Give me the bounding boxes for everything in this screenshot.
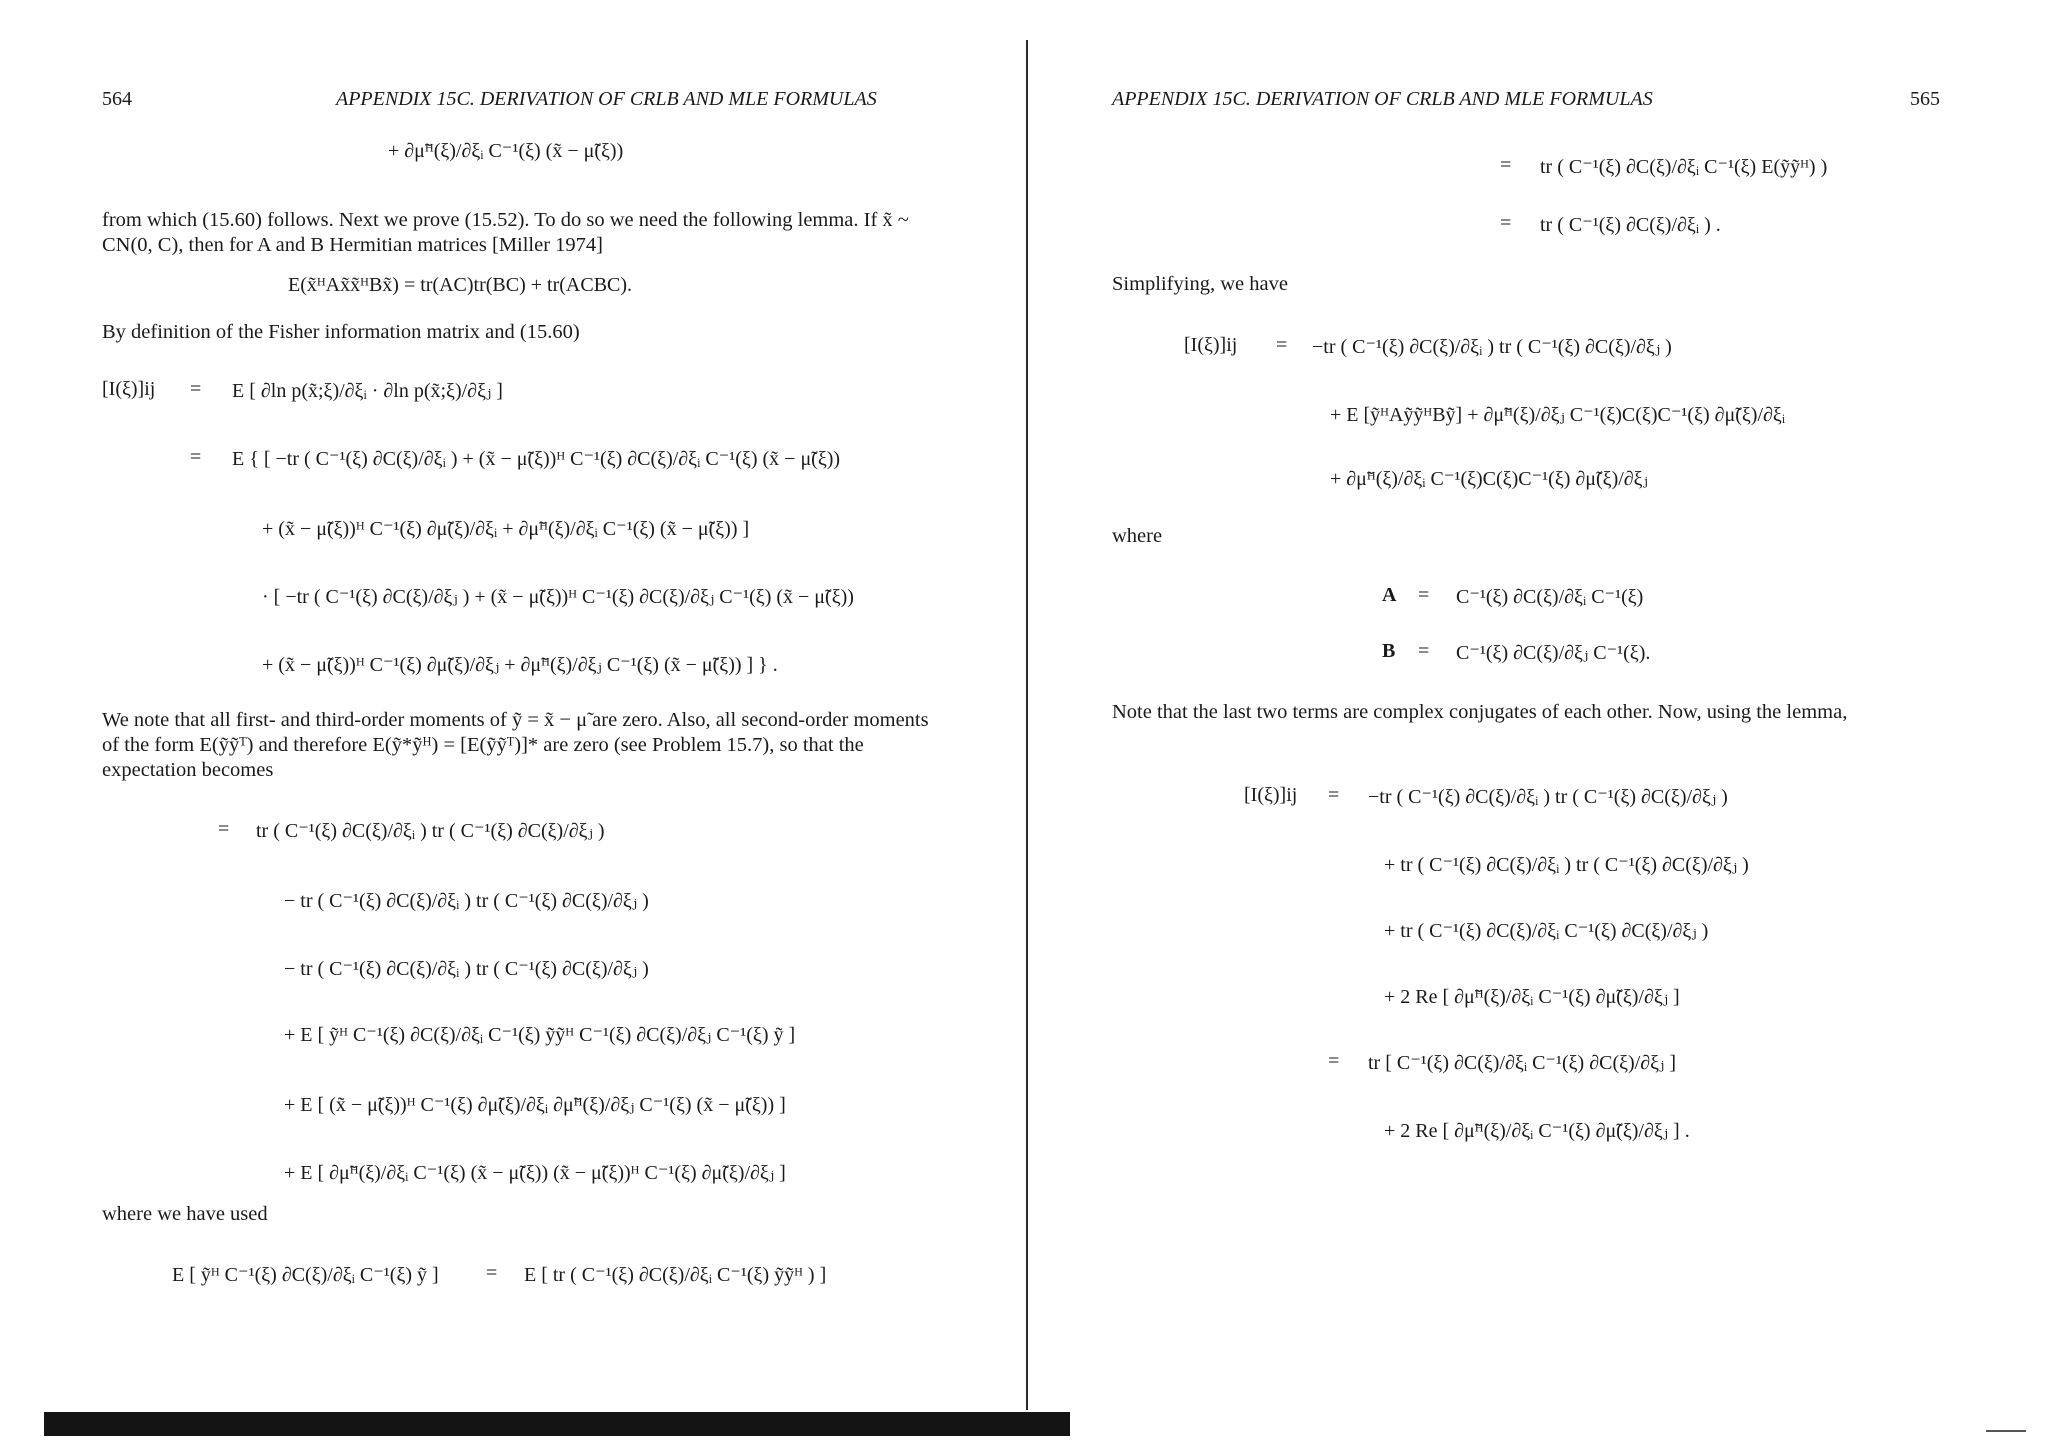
simplified-lhs: [I(ξ)]ij: [1184, 334, 1238, 356]
fisher-lhs: [I(ξ)]ij: [102, 378, 156, 400]
equals-sign: =: [1500, 212, 1512, 234]
equals-sign: =: [190, 446, 202, 468]
final-line-4: + 2 Re [ ∂μ̃ᴴ(ξ)/∂ξᵢ C⁻¹(ξ) ∂μ̃(ξ)/∂ξⱼ ]: [1384, 986, 1680, 1008]
expectation-line-6: + E [ ∂μ̃ᴴ(ξ)/∂ξᵢ C⁻¹(ξ) (x̃ − μ̃(ξ)) (x̃ − μ̃(ξ))ᴴ C⁻¹(ξ) ∂μ̃(ξ)/∂ξⱼ ]: [284, 1162, 786, 1184]
scan-shadow-bar: [44, 1412, 1070, 1436]
final-line-6: + 2 Re [ ∂μ̃ᴴ(ξ)/∂ξᵢ C⁻¹(ξ) ∂μ̃(ξ)/∂ξⱼ ] .: [1384, 1120, 1690, 1142]
equation-continuation: + ∂μ̃ᴴ(ξ)/∂ξᵢ C⁻¹(ξ) (x̃ − μ̃(ξ)): [388, 140, 624, 162]
paragraph-fisher-def: By definition of the Fisher information matrix and (15.60): [102, 321, 580, 343]
continuation-line-1: tr ( C⁻¹(ξ) ∂C(ξ)/∂ξᵢ C⁻¹(ξ) E(ỹỹᴴ) ): [1540, 156, 1828, 178]
fisher-line-1: E [ ∂ln p(x̃;ξ)/∂ξᵢ · ∂ln p(x̃;ξ)/∂ξⱼ ]: [232, 380, 503, 402]
equals-sign: =: [190, 378, 202, 400]
used-rhs: E [ tr ( C⁻¹(ξ) ∂C(ξ)/∂ξᵢ C⁻¹(ξ) ỹỹᴴ ) ]: [524, 1264, 827, 1286]
paragraph-moments: We note that all first- and third-order moments of ỹ = x̃ − μ̃ are zero. Also, all second-order moments of the form E(ỹỹᵀ) and therefore E(ỹ*ỹᴴ) = [E(ỹỹᵀ)]* are zero (see Problem 15.7), so that the expectation becomes: [102, 709, 929, 781]
final-line-3: + tr ( C⁻¹(ξ) ∂C(ξ)/∂ξᵢ C⁻¹(ξ) ∂C(ξ)/∂ξⱼ ): [1384, 920, 1709, 942]
final-lhs: [I(ξ)]ij: [1244, 784, 1298, 806]
label-A: A: [1382, 584, 1397, 606]
definition-A: C⁻¹(ξ) ∂C(ξ)/∂ξᵢ C⁻¹(ξ): [1456, 586, 1644, 608]
equals-sign: =: [1418, 584, 1430, 606]
expectation-line-3: − tr ( C⁻¹(ξ) ∂C(ξ)/∂ξᵢ ) tr ( C⁻¹(ξ) ∂C(ξ)/∂ξⱼ ): [284, 958, 649, 980]
equals-sign: =: [1328, 1050, 1340, 1072]
equals-sign: =: [486, 1262, 498, 1284]
paragraph-used: where we have used: [102, 1203, 268, 1225]
final-line-2: + tr ( C⁻¹(ξ) ∂C(ξ)/∂ξᵢ ) tr ( C⁻¹(ξ) ∂C(ξ)/∂ξⱼ ): [1384, 854, 1749, 876]
definition-B: C⁻¹(ξ) ∂C(ξ)/∂ξⱼ C⁻¹(ξ).: [1456, 642, 1651, 664]
paragraph-lemma-intro: from which (15.60) follows. Next we prove (15.52). To do so we need the following lemma. If x̃ ~ CN(0, C), then for A and B Hermitian matrices [Miller 1974]: [102, 209, 909, 256]
page-number: 564: [102, 88, 132, 110]
equals-sign: =: [1328, 784, 1340, 806]
final-line-5: tr [ C⁻¹(ξ) ∂C(ξ)/∂ξᵢ C⁻¹(ξ) ∂C(ξ)/∂ξⱼ ]: [1368, 1052, 1676, 1074]
simplified-line-1: −tr ( C⁻¹(ξ) ∂C(ξ)/∂ξᵢ ) tr ( C⁻¹(ξ) ∂C(ξ)/∂ξⱼ ): [1312, 336, 1672, 358]
used-lhs: E [ ỹᴴ C⁻¹(ξ) ∂C(ξ)/∂ξᵢ C⁻¹(ξ) ỹ ]: [172, 1264, 439, 1286]
fisher-line-5: + (x̃ − μ̃(ξ))ᴴ C⁻¹(ξ) ∂μ̃(ξ)/∂ξⱼ + ∂μ̃ᴴ(ξ)/∂ξⱼ C⁻¹(ξ) (x̃ − μ̃(ξ)) ] } .: [262, 654, 778, 676]
simplified-line-3: + ∂μ̃ᴴ(ξ)/∂ξᵢ C⁻¹(ξ)C(ξ)C⁻¹(ξ) ∂μ̃(ξ)/∂ξⱼ: [1330, 468, 1648, 490]
page-number: 565: [1910, 88, 1940, 110]
paragraph-where: where: [1112, 525, 1163, 547]
simplified-line-2: + E [ỹᴴAỹỹᴴBỹ] + ∂μ̃ᴴ(ξ)/∂ξⱼ C⁻¹(ξ)C(ξ)C⁻¹(ξ) ∂μ̃(ξ)/∂ξᵢ: [1330, 404, 1786, 426]
equals-sign: =: [1276, 334, 1288, 356]
running-head: APPENDIX 15C. DERIVATION OF CRLB AND MLE FORMULAS: [1112, 88, 1653, 110]
paragraph-simplifying: Simplifying, we have: [1112, 273, 1288, 295]
label-B: B: [1382, 640, 1396, 662]
running-head: APPENDIX 15C. DERIVATION OF CRLB AND MLE FORMULAS: [336, 88, 877, 110]
expectation-line-5: + E [ (x̃ − μ̃(ξ))ᴴ C⁻¹(ξ) ∂μ̃(ξ)/∂ξᵢ ∂μ̃ᴴ(ξ)/∂ξⱼ C⁻¹(ξ) (x̃ − μ̃(ξ)) ]: [284, 1094, 786, 1116]
book-spine: [1026, 40, 1028, 1410]
fisher-line-4: · [ −tr ( C⁻¹(ξ) ∂C(ξ)/∂ξⱼ ) + (x̃ − μ̃(ξ))ᴴ C⁻¹(ξ) ∂C(ξ)/∂ξⱼ C⁻¹(ξ) (x̃ − μ̃(ξ)): [262, 586, 854, 608]
lemma-equation: E(x̃ᴴAx̃x̃ᴴBx̃) = tr(AC)tr(BC) + tr(ACBC).: [288, 274, 633, 296]
fisher-line-3: + (x̃ − μ̃(ξ))ᴴ C⁻¹(ξ) ∂μ̃(ξ)/∂ξᵢ + ∂μ̃ᴴ(ξ)/∂ξᵢ C⁻¹(ξ) (x̃ − μ̃(ξ)) ]: [262, 518, 750, 540]
final-line-1: −tr ( C⁻¹(ξ) ∂C(ξ)/∂ξᵢ ) tr ( C⁻¹(ξ) ∂C(ξ)/∂ξⱼ ): [1368, 786, 1728, 808]
expectation-line-2: − tr ( C⁻¹(ξ) ∂C(ξ)/∂ξᵢ ) tr ( C⁻¹(ξ) ∂C(ξ)/∂ξⱼ ): [284, 890, 649, 912]
equals-sign: =: [1418, 640, 1430, 662]
paragraph-conjugates: Note that the last two terms are complex conjugates of each other. Now, using the lemma,: [1112, 701, 1848, 723]
equals-sign: =: [218, 818, 230, 840]
fisher-line-2: E { [ −tr ( C⁻¹(ξ) ∂C(ξ)/∂ξᵢ ) + (x̃ − μ̃(ξ))ᴴ C⁻¹(ξ) ∂C(ξ)/∂ξᵢ C⁻¹(ξ) (x̃ − μ̃(ξ)): [232, 448, 841, 470]
continuation-line-2: tr ( C⁻¹(ξ) ∂C(ξ)/∂ξᵢ ) .: [1540, 214, 1721, 236]
expectation-line-1: tr ( C⁻¹(ξ) ∂C(ξ)/∂ξᵢ ) tr ( C⁻¹(ξ) ∂C(ξ)/∂ξⱼ ): [256, 820, 605, 842]
right-page: [1030, 0, 2048, 1446]
equals-sign: =: [1500, 154, 1512, 176]
expectation-line-4: + E [ ỹᴴ C⁻¹(ξ) ∂C(ξ)/∂ξᵢ C⁻¹(ξ) ỹỹᴴ C⁻¹(ξ) ∂C(ξ)/∂ξⱼ C⁻¹(ξ) ỹ ]: [284, 1024, 796, 1046]
